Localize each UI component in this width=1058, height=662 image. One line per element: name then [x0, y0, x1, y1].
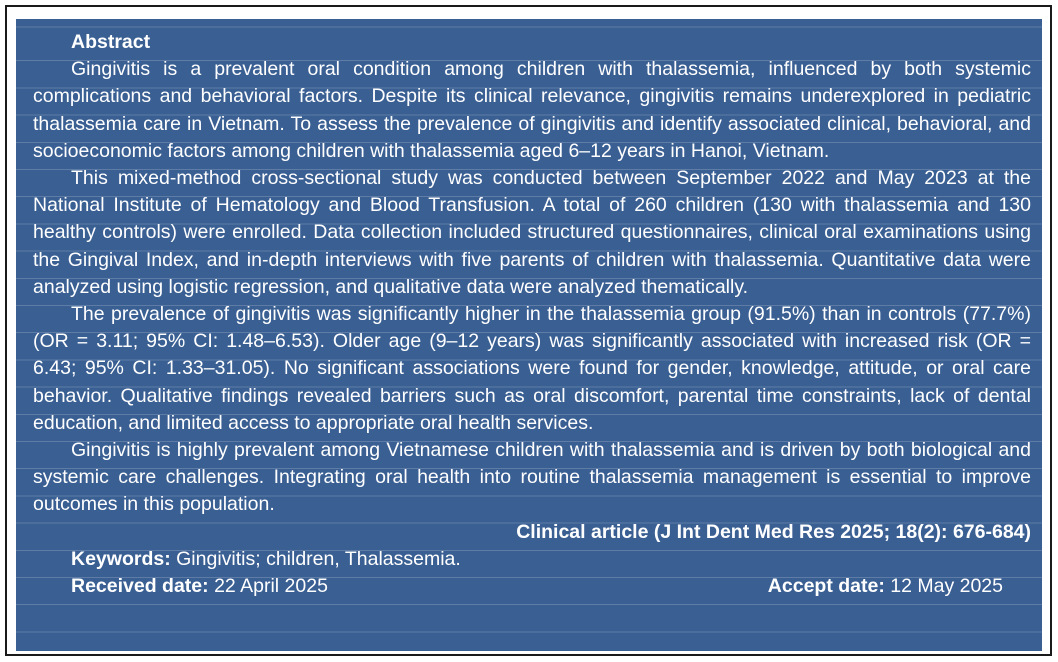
received-value: 22 April 2025	[214, 575, 328, 598]
abstract-paragraph-methods: This mixed-method cross-sectional study was conducted between September 2022 and May 2023 at the National Institute of Hematology and Blood Transfusion. A total of 260 children (130 with thalassemia and 130 healthy controls) were enrolled. Data collection included structured questionnaires, clinical oral examinations using the Gingival Index, and in-depth interviews with five parents of children with thalassemia. Quantitative data were analyzed using logistic regression, and qualitative data were analyzed thematically.	[33, 167, 1031, 298]
abstract-box	[16, 19, 1042, 651]
citation-line: Clinical article (J Int Dent Med Res 2025; 18(2): 676-684)	[516, 520, 1031, 543]
keywords-value: Gingivitis; children, Thalassemia.	[176, 547, 461, 570]
accept-value: 12 May 2025	[890, 575, 1003, 598]
abstract-heading: Abstract	[71, 31, 151, 53]
accept-label: Accept date:	[767, 575, 885, 598]
abstract-frame	[5, 5, 1052, 656]
abstract-paragraph-background: Gingivitis is a prevalent oral condition among children with thalassemia, influenced by both systemic complications and behavioral factors. Despite its clinical relevance, gingivitis remains underexplored in pediatric thalassemia care in Vietnam. To assess the prevalence of gingivitis and identify associated clinical, behavioral, and socioeconomic factors among children with thalassemia aged 6–12 years in Hanoi, Vietnam.	[33, 58, 1031, 162]
dates-line	[33, 573, 1031, 600]
abstract-paragraph-conclusion: Gingivitis is highly prevalent among Vietnamese children with thalassemia and is driven by both biological and systemic care challenges. Integrating oral health into routine thalassemia management is essential to improve outcomes in this population.	[33, 439, 1031, 516]
accept-date	[768, 573, 1003, 600]
abstract-content	[33, 29, 1031, 600]
received-date	[71, 573, 328, 600]
received-label: Received date:	[71, 575, 209, 598]
abstract-paragraph-results: The prevalence of gingivitis was significantly higher in the thalassemia group (91.5%) than in controls (77.7%) (OR = 3.11; 95% CI: 1.48–6.53). Older age (9–12 years) was significantly associated with increased risk (OR = 6.43; 95% CI: 1.33–31.05). No significant associations were found for gender, knowledge, attitude, or oral care behavior. Qualitative findings revealed barriers such as oral discomfort, parental time constraints, lack of dental education, and limited access to appropriate oral health services.	[33, 303, 1031, 434]
keywords-line	[33, 546, 1031, 573]
keywords-label: Keywords:	[71, 547, 171, 570]
